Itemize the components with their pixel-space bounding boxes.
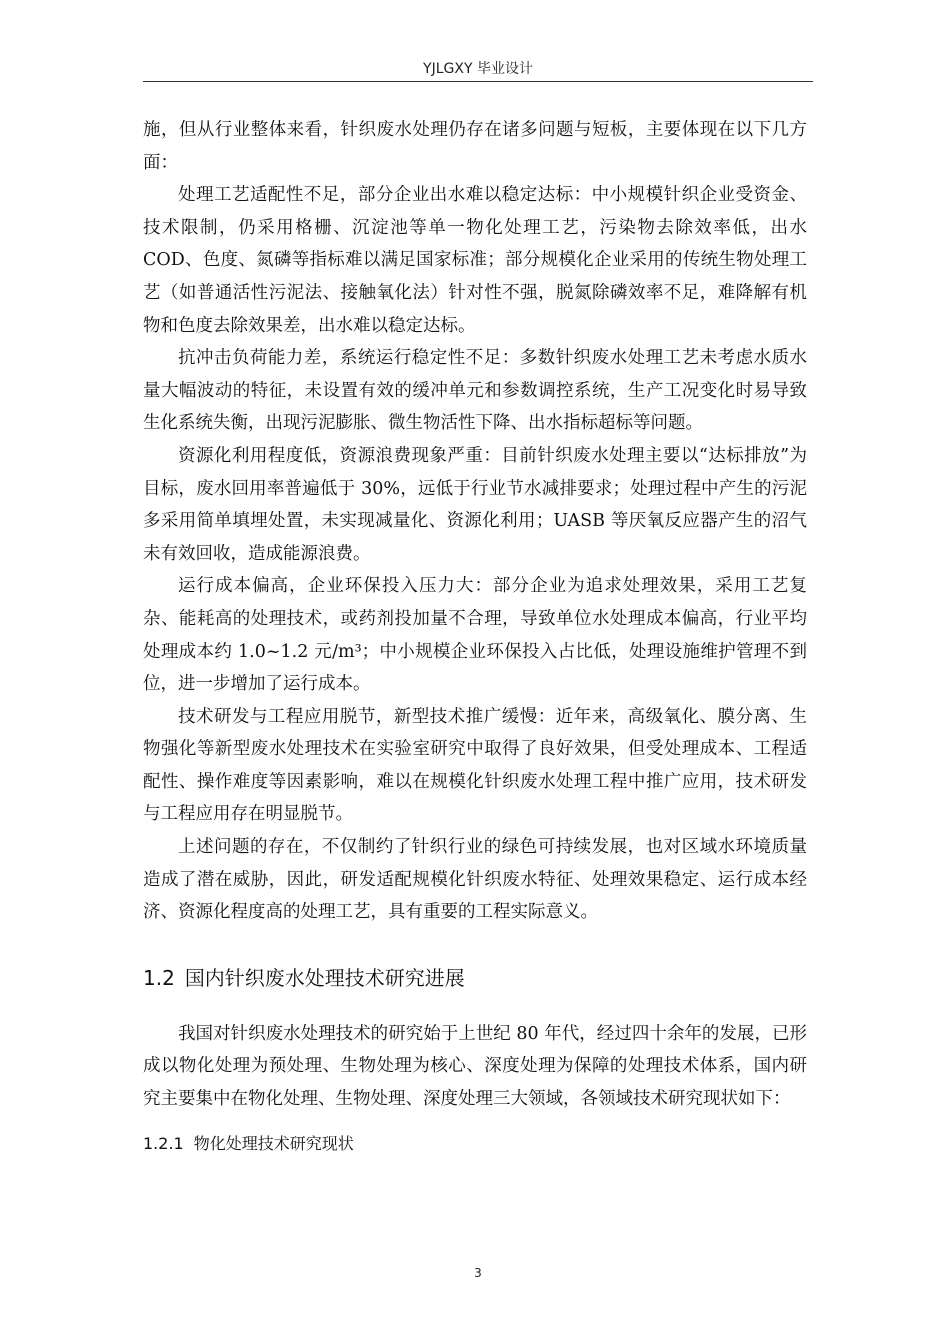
- paragraph-operating-cost: 运行成本偏高，企业环保投入压力大：部分企业为追求处理效果，采用工艺复杂、能耗高的处理技术，或药剂投加量不合理，导致单位水处理成本偏高，行业平均处理成本约 1.0~1.2 元/m³；中小规模企业环保投入占比低，处理设施维护管理不到位，进一步增加了运行成本。: [143, 576, 807, 695]
- paragraph-rd-gap: 技术研发与工程应用脱节，新型技术推广缓慢：近年来，高级氧化、膜分离、生物强化等新型废水处理技术在实验室研究中取得了良好效果，但受处理成本、工程适配性、操作难度等因素影响，难以在规模化针织废水处理工程中推广应用，技术研发与工程应用存在明显脱节。: [143, 706, 807, 825]
- paragraph-summary: 上述问题的存在，不仅制约了针织行业的绿色可持续发展，也对区域水环境质量造成了潜在威胁，因此，研发适配规模化针织废水特征、处理效果稳定、运行成本经济、资源化程度高的处理工艺，具有重要的工程实际意义。: [143, 837, 807, 923]
- section-number: 1.2: [143, 965, 175, 990]
- header-rule: [143, 81, 813, 82]
- section-heading: [143, 964, 807, 992]
- paragraph-section-intro: 我国对针织废水处理技术的研究始于上世纪 80 年代，经过四十余年的发展，已形成以物化处理为预处理、生物处理为核心、深度处理为保障的处理技术体系，国内研究主要集中在物化处理、生物处理、深度处理三大领域，各领域技术研究现状如下：: [143, 1023, 807, 1110]
- subsection-title: 物化处理技术研究现状: [193, 1133, 354, 1153]
- paragraph-resource-utilization: 资源化利用程度低，资源浪费现象严重：目前针织废水处理主要以“达标排放”为目标，废水回用率普遍低于 30%，远低于行业节水减排要求；处理过程中产生的污泥多采用简单填埋处置，未实现减量化、资源化利用；UASB 等厌氧反应器产生的沼气未有效回收，造成能源浪费。: [143, 445, 807, 564]
- page-number: 3: [474, 1266, 482, 1280]
- subsection-heading: [143, 1130, 807, 1158]
- paragraph-process-adaptability: 处理工艺适配性不足，部分企业出水难以稳定达标：中小规模针织企业受资金、技术限制，仍采用格栅、沉淀池等单一物化处理工艺，污染物去除效率低，出水 COD、色度、氮磷等指标难以满足国家标准；部分规模化企业采用的传统生物处理工艺（如普通活性污泥法、接触氧化法）针对性不强，脱氮除磷效率不足，难降解有机物和色度去除效果差，出水难以稳定达标。: [143, 185, 807, 336]
- paragraph-continuation: 施，但从行业整体来看，针织废水处理仍存在诸多问题与短板，主要体现在以下几方面：: [143, 120, 807, 173]
- page-header: YJLGXY 毕业设计: [423, 61, 533, 77]
- subsection-number: 1.2.1: [143, 1133, 184, 1153]
- paragraph-shock-load: 抗冲击负荷能力差，系统运行稳定性不足：多数针织废水处理工艺未考虑水质水量大幅波动的特征，未设置有效的缓冲单元和参数调控系统，生产工况变化时易导致生化系统失衡，出现污泥膨胀、微生物活性下降、出水指标超标等问题。: [143, 348, 807, 434]
- document-body: [143, 114, 807, 1158]
- section-title: 国内针织废水处理技术研究进展: [184, 965, 465, 990]
